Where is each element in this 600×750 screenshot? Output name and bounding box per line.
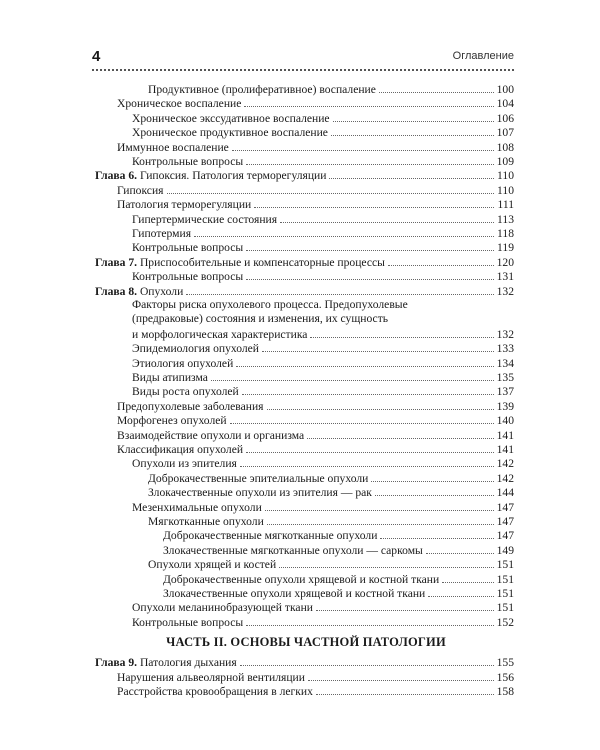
dot-leader [167, 183, 495, 194]
toc-entry-page: 107 [496, 126, 514, 140]
toc-entry[interactable] [0, 269, 600, 283]
running-title: Оглавление [452, 50, 514, 62]
toc-entry-page: 132 [496, 327, 514, 341]
dot-leader [246, 615, 493, 626]
toc-entry-title: Доброкачественные эпителиальные опухоли [148, 471, 369, 485]
dot-leader [240, 456, 494, 467]
toc-entry-title: и морфологическая характеристика [132, 327, 308, 341]
dot-leader [380, 528, 493, 539]
dot-leader [211, 370, 494, 381]
dot-leader [388, 255, 494, 266]
toc-entry[interactable] [0, 442, 600, 456]
toc-entry[interactable] [0, 82, 600, 96]
toc-entry[interactable] [0, 341, 600, 355]
toc-entry-title: Опухоли меланинобразующей ткани [132, 601, 313, 615]
toc-entry[interactable] [0, 399, 600, 413]
dot-leader [279, 557, 493, 568]
toc-entry[interactable] [0, 670, 600, 684]
toc-entry-title: Продуктивное (пролиферативное) воспаление [148, 83, 376, 96]
toc-entry-page: 156 [496, 670, 514, 684]
toc-entry-page: 133 [496, 342, 514, 356]
toc-entry-page: 134 [496, 356, 514, 370]
toc-entry-page: 151 [496, 558, 514, 572]
toc-entry-page: 108 [496, 140, 514, 154]
toc-entry-page: 100 [496, 83, 514, 96]
toc-entry[interactable] [0, 684, 600, 698]
toc-entry-title: Опухоли хрящей и костей [148, 558, 277, 572]
toc-entry[interactable] [0, 471, 600, 485]
dot-leader [329, 168, 494, 179]
toc-chapter[interactable] [0, 255, 600, 269]
dot-leader [254, 197, 494, 208]
toc-entry-page: 152 [496, 615, 514, 629]
toc-entry-page: 151 [496, 587, 514, 600]
toc-entry-page: 147 [496, 515, 514, 528]
toc-entry-title: Контрольные вопросы [132, 270, 244, 284]
toc-entry-page: 142 [496, 471, 514, 485]
toc-entry-title: Нарушения альвеолярной вентиляции [117, 670, 305, 684]
header-divider [92, 69, 514, 71]
dot-leader [267, 399, 494, 410]
toc-entry[interactable] [0, 500, 600, 514]
toc-entry-page: 118 [497, 227, 514, 240]
toc-entry-page: 106 [496, 111, 514, 125]
toc-entry-title: Контрольные вопросы [132, 155, 244, 168]
dot-leader [244, 96, 493, 107]
toc-entry-title: Патология терморегуляции [117, 198, 252, 212]
toc-entry-title: Доброкачественные мягкотканные опухоли [163, 529, 378, 543]
toc-chapter[interactable] [0, 168, 600, 182]
toc-entry-page: 158 [496, 685, 514, 698]
toc-entry[interactable] [0, 111, 600, 125]
toc-entry[interactable] [0, 528, 600, 542]
toc-entry-line [0, 312, 600, 326]
dot-leader [230, 413, 494, 424]
toc-entry-page: 141 [496, 428, 514, 442]
toc-entry[interactable] [0, 226, 600, 240]
toc-entry[interactable] [0, 96, 600, 110]
toc-entry[interactable] [0, 183, 600, 197]
toc-chapter[interactable] [0, 284, 600, 298]
toc-entry[interactable] [0, 557, 600, 571]
toc-entry-title: Иммунное воспаление [117, 140, 229, 154]
toc-entry-title: Приспособительные и компенсаторные процессы [139, 255, 385, 269]
toc-entry[interactable] [0, 212, 600, 226]
chapter-number: Глава 8. [95, 284, 138, 298]
toc-entry-page: 132 [496, 284, 514, 298]
dot-leader [307, 428, 493, 439]
toc-entry[interactable] [0, 240, 600, 254]
toc-entry[interactable] [0, 370, 600, 384]
toc-entry[interactable] [0, 543, 600, 557]
toc-entry-page: 110 [497, 183, 514, 197]
dot-leader [194, 226, 494, 237]
dot-leader [428, 586, 493, 597]
toc-entry-title: Гипоксия [117, 183, 164, 197]
toc-entry-title: Хроническое экссудативное воспаление [132, 111, 330, 125]
dot-leader [316, 600, 494, 611]
toc-entry-title: Контрольные вопросы [132, 615, 244, 629]
toc-entry-title: Взаимодействие опухоли и организма [117, 428, 305, 442]
toc-entry-page: 142 [496, 457, 514, 471]
toc-entry-page: 139 [496, 399, 514, 413]
toc-entry-page: 147 [496, 500, 514, 514]
toc-entry-title-part: (предраковые) состояния и изменения, их сущность [132, 312, 389, 326]
toc-entry[interactable] [0, 428, 600, 442]
toc-entry[interactable] [0, 384, 600, 398]
toc-entry-title: Контрольные вопросы [132, 241, 244, 255]
toc-entry-page: 137 [496, 385, 514, 399]
toc-entry-title: Этиология опухолей [132, 356, 234, 370]
toc-entry-title: Мезенхимальные опухоли [132, 500, 262, 514]
toc-entry-page: 119 [497, 241, 514, 255]
dot-leader [371, 471, 493, 482]
toc-entry[interactable] [0, 456, 600, 470]
toc-entry[interactable] [0, 586, 600, 600]
dot-leader [246, 442, 494, 453]
dot-leader [426, 543, 494, 554]
toc-entry-title: Гипоксия. Патология терморегуляции [139, 169, 327, 183]
toc-entry-page: 144 [496, 486, 514, 500]
toc-entry[interactable] [0, 514, 600, 528]
toc-entry-page: 113 [497, 212, 514, 226]
dot-leader [236, 356, 493, 367]
toc-entry-title: Злокачественные опухоли хрящевой и костной ткани [163, 587, 426, 600]
dot-leader [240, 655, 494, 666]
toc-entry-page: 140 [496, 414, 514, 428]
toc-entry[interactable] [0, 125, 600, 139]
dot-leader [267, 514, 494, 525]
toc-entry-page: 151 [496, 572, 514, 586]
dot-leader [242, 384, 494, 395]
toc-entry-page: 147 [496, 529, 514, 543]
toc-entry[interactable] [0, 485, 600, 499]
toc-entry-title: Мягкотканные опухоли [148, 515, 264, 528]
dot-leader [186, 284, 493, 295]
toc-entry[interactable] [0, 600, 600, 614]
toc-entry[interactable] [0, 140, 600, 154]
toc-chapter[interactable] [0, 655, 600, 669]
toc-entry-title: Гипотермия [132, 227, 192, 240]
toc-entry-page: 120 [496, 255, 514, 269]
toc-entry-title: Злокачественные мягкотканные опухоли — саркомы [163, 543, 423, 557]
dot-leader [310, 327, 493, 338]
dot-leader [442, 572, 493, 583]
toc-entry[interactable] [0, 197, 600, 211]
toc-entry[interactable] [0, 572, 600, 586]
toc-entry-title: Виды атипизма [132, 371, 208, 384]
toc-entry-title: Предопухолевые заболевания [117, 399, 264, 413]
dot-leader [333, 111, 494, 122]
toc-entry-title: Опухоли из эпителия [132, 457, 237, 471]
dot-leader [246, 269, 493, 280]
toc-entry-page: 149 [496, 543, 514, 557]
toc-entry-title: Доброкачественные опухоли хрящевой и костной ткани [163, 572, 440, 586]
toc-entry-title-part: Факторы риска опухолевого процесса. Предопухолевые [132, 298, 408, 311]
dot-leader [232, 140, 494, 151]
dot-leader [316, 684, 494, 695]
toc-entry-title: Гипертермические состояния [132, 212, 278, 226]
toc-entry-title: Классификация опухолей [117, 443, 244, 456]
toc-entry[interactable] [0, 356, 600, 370]
toc-entry-page: 141 [496, 443, 514, 456]
toc-entry[interactable] [0, 413, 600, 427]
toc-entry-page: 155 [496, 656, 514, 670]
toc-entry-page: 111 [497, 198, 514, 212]
dot-leader [331, 125, 494, 136]
dot-leader [265, 500, 494, 511]
toc-entry-page: 151 [496, 601, 514, 615]
toc-entry-title: Морфогенез опухолей [117, 414, 227, 428]
dot-leader [246, 154, 493, 165]
toc-entry[interactable] [0, 327, 600, 341]
chapter-number: Глава 6. [95, 169, 138, 183]
part-heading-text: ЧАСТЬ II. ОСНОВЫ ЧАСТНОЙ ПАТОЛОГИИ [166, 635, 446, 650]
chapter-number: Глава 9. [95, 656, 138, 670]
toc-entry-page: 109 [496, 155, 514, 168]
chapter-number: Глава 7. [95, 255, 138, 269]
toc-entry-title: Опухоли [139, 284, 184, 298]
toc-entry-page: 135 [496, 371, 514, 384]
toc-entry-title: Злокачественные опухоли из эпителия — рак [148, 486, 372, 500]
dot-leader [375, 485, 494, 496]
part-heading [0, 635, 600, 650]
toc-entry-page: 110 [497, 169, 514, 183]
dot-leader [262, 341, 494, 352]
dot-leader [280, 212, 494, 223]
toc-entry-title: Хроническое продуктивное воспаление [132, 126, 328, 140]
dot-leader [379, 82, 494, 93]
toc-entry-title: Расстройства кровообращения в легких [117, 685, 313, 698]
toc-entry[interactable] [0, 615, 600, 629]
toc-entry-line [0, 298, 600, 312]
toc-entry-title: Эпидемиология опухолей [132, 342, 259, 356]
toc-entry-title: Патология дыхания [139, 656, 237, 670]
toc-entry-page: 131 [496, 270, 514, 284]
dot-leader [246, 240, 494, 251]
toc-entry[interactable] [0, 154, 600, 168]
toc-entry-title: Виды роста опухолей [132, 385, 239, 399]
page-number: 4 [92, 48, 101, 65]
page-header [92, 48, 514, 66]
toc-entry-title: Хроническое воспаление [117, 97, 242, 111]
dot-leader [308, 670, 494, 681]
toc-entry-page: 104 [496, 97, 514, 111]
